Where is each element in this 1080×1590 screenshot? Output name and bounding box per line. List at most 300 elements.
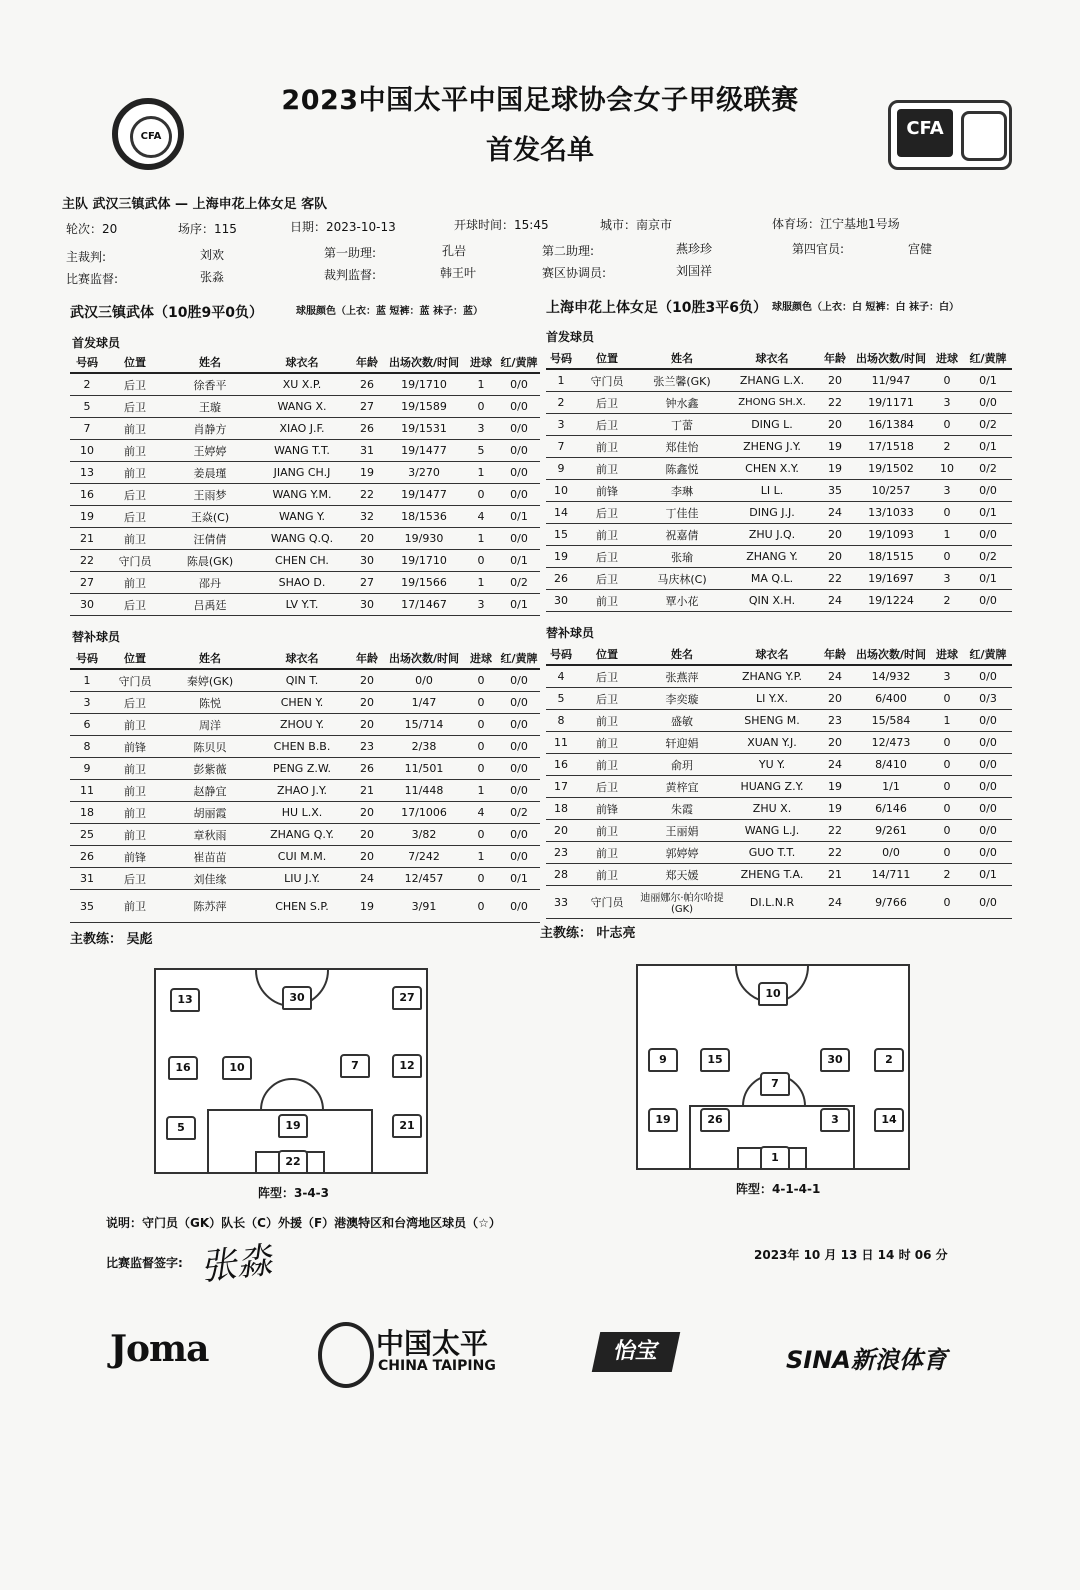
table-cell: 26 <box>546 568 576 590</box>
table-cell: 赵静宜 <box>166 780 254 802</box>
column-header: 号码 <box>546 644 576 665</box>
table-cell: 0/0 <box>498 440 540 462</box>
table-cell: 祝嘉倩 <box>638 524 726 546</box>
home-kit: 球服颜色（上衣：蓝 短裤：蓝 袜子：蓝） <box>296 306 483 317</box>
table-cell: 1/1 <box>852 776 930 798</box>
table-cell: 35 <box>70 890 104 923</box>
table-cell: DI.L.N.R <box>726 886 818 919</box>
table-cell: 19/1531 <box>384 418 464 440</box>
table-cell: 0/1 <box>964 568 1012 590</box>
table-cell: 8 <box>70 736 104 758</box>
table-cell: 19/1171 <box>852 392 930 414</box>
table-cell: 20 <box>818 369 852 392</box>
away-starters-table <box>546 348 1012 612</box>
column-header: 球衣名 <box>254 648 350 669</box>
table-cell: 陈贝贝 <box>166 736 254 758</box>
table-cell: 3 <box>546 414 576 436</box>
table-cell: 20 <box>350 846 384 868</box>
table-row <box>70 758 540 780</box>
table-cell: 0 <box>930 776 964 798</box>
table-cell: 26 <box>350 373 384 396</box>
supervisor-signature: 张淼 <box>198 1240 275 1289</box>
table-row <box>70 846 540 868</box>
table-cell: 迪丽娜尔·帕尔哈提(GK) <box>638 886 726 919</box>
table-cell: JIANG CH.J <box>254 462 350 484</box>
column-header: 出场次数/时间 <box>384 648 464 669</box>
table-cell: 彭紫薇 <box>166 758 254 780</box>
home-shirt-7: 7 <box>340 1054 370 1078</box>
table-cell: 19/1710 <box>384 373 464 396</box>
table-cell: 前卫 <box>576 842 638 864</box>
column-header: 姓名 <box>638 644 726 665</box>
table-row <box>70 440 540 462</box>
table-cell: 20 <box>350 692 384 714</box>
table-cell: 守门员 <box>104 669 166 692</box>
table-cell: 0 <box>464 736 498 758</box>
table-cell: 20 <box>546 820 576 842</box>
table-row <box>546 710 1012 732</box>
table-cell: 1 <box>930 710 964 732</box>
table-cell: 后卫 <box>104 594 166 616</box>
table-cell: 张瑜 <box>638 546 726 568</box>
table-cell: 19/1589 <box>384 396 464 418</box>
table-cell: 16 <box>70 484 104 506</box>
coordinator-label: 赛区协调员: <box>542 266 607 280</box>
table-cell: 0 <box>930 414 964 436</box>
table-cell: 1 <box>930 524 964 546</box>
table-cell: 0 <box>930 754 964 776</box>
referee: 刘欢 <box>200 248 225 262</box>
table-cell: 19/1224 <box>852 590 930 612</box>
table-cell: 9 <box>70 758 104 780</box>
table-row <box>70 572 540 594</box>
table-cell: 4 <box>546 665 576 688</box>
table-cell: 2 <box>930 590 964 612</box>
column-header: 进球 <box>464 648 498 669</box>
round: 轮次：20 <box>66 222 118 236</box>
table-cell: 18/1515 <box>852 546 930 568</box>
column-header: 球衣名 <box>726 644 818 665</box>
home-shirt-27: 27 <box>392 986 422 1010</box>
table-row <box>546 864 1012 886</box>
table-cell: ZHANG Y.P. <box>726 665 818 688</box>
sign-timestamp: 2023年 10 月 13 日 14 时 06 分 <box>754 1248 948 1262</box>
table-cell: 16 <box>546 754 576 776</box>
fourth-official-label: 第四官员: <box>792 242 845 256</box>
column-header: 出场次数/时间 <box>852 644 930 665</box>
table-cell: 0/0 <box>964 842 1012 864</box>
table-cell: 0/1 <box>498 506 540 528</box>
table-cell: 12/473 <box>852 732 930 754</box>
table-cell: 后卫 <box>576 568 638 590</box>
home-shirt-5: 5 <box>166 1116 196 1140</box>
table-cell: 0/0 <box>498 824 540 846</box>
signature-label: 比赛监督签字: <box>106 1256 183 1270</box>
table-cell: 20 <box>350 669 384 692</box>
table-row <box>546 776 1012 798</box>
sponsor-china-taiping-cn: 中国太平 <box>376 1327 489 1360</box>
table-cell: 17 <box>546 776 576 798</box>
table-cell: 0/0 <box>852 842 930 864</box>
table-cell: 0/1 <box>498 594 540 616</box>
table-cell: 10 <box>930 458 964 480</box>
table-cell: 19 <box>70 506 104 528</box>
table-cell: 0/0 <box>964 798 1012 820</box>
table-cell: 0/1 <box>964 864 1012 886</box>
table-row <box>70 373 540 396</box>
table-cell: 后卫 <box>576 546 638 568</box>
table-cell: 前卫 <box>576 524 638 546</box>
table-cell: 0/0 <box>964 820 1012 842</box>
table-cell: 20 <box>350 824 384 846</box>
table-cell: 19/1477 <box>384 440 464 462</box>
table-cell: 前卫 <box>104 462 166 484</box>
page-subtitle: 首发名单 <box>486 135 594 166</box>
table-row <box>546 369 1012 392</box>
away-shirt-3: 3 <box>820 1108 850 1132</box>
table-row <box>70 484 540 506</box>
table-cell: 守门员 <box>576 369 638 392</box>
table-cell: PENG Z.W. <box>254 758 350 780</box>
table-cell: 0/0 <box>498 462 540 484</box>
table-cell: CHEN X.Y. <box>726 458 818 480</box>
home-team-name: 武汉三镇武体（10胜9平0负） <box>70 305 263 321</box>
match-number: 场序：115 <box>178 222 237 236</box>
table-cell: 22 <box>818 842 852 864</box>
table-cell: 2 <box>930 864 964 886</box>
table-cell: 张燕萍 <box>638 665 726 688</box>
table-cell: 0 <box>464 669 498 692</box>
column-header: 位置 <box>104 648 166 669</box>
table-cell: 19/1502 <box>852 458 930 480</box>
table-cell: 0/0 <box>964 776 1012 798</box>
table-row <box>546 458 1012 480</box>
table-row <box>546 502 1012 524</box>
table-cell: 0/0 <box>498 528 540 550</box>
table-cell: 王丽娟 <box>638 820 726 842</box>
table-cell: 1 <box>464 780 498 802</box>
table-cell: 9/261 <box>852 820 930 842</box>
table-cell: 李奕璇 <box>638 688 726 710</box>
table-cell: 24 <box>818 754 852 776</box>
table-cell: 0/0 <box>964 524 1012 546</box>
table-cell: 19/1566 <box>384 572 464 594</box>
table-cell: 20 <box>818 546 852 568</box>
table-cell: DING J.J. <box>726 502 818 524</box>
column-header: 号码 <box>70 352 104 373</box>
table-cell: LI L. <box>726 480 818 502</box>
table-cell: 1 <box>464 846 498 868</box>
home-shirt-16: 16 <box>168 1056 198 1080</box>
column-header: 进球 <box>464 352 498 373</box>
table-cell: LIU J.Y. <box>254 868 350 890</box>
table-cell: 18/1536 <box>384 506 464 528</box>
table-cell: 31 <box>350 440 384 462</box>
table-cell: 张兰馨(GK) <box>638 369 726 392</box>
table-cell: QIN T. <box>254 669 350 692</box>
table-cell: 20 <box>350 802 384 824</box>
table-cell: 1 <box>464 572 498 594</box>
table-cell: 19/1477 <box>384 484 464 506</box>
away-shirt-10: 10 <box>758 982 788 1006</box>
table-cell: 3 <box>930 480 964 502</box>
table-cell: 章秋雨 <box>166 824 254 846</box>
table-cell: 0/0 <box>498 714 540 736</box>
table-cell: 0/0 <box>384 669 464 692</box>
table-cell: 0 <box>930 820 964 842</box>
table-cell: WANG Y.M. <box>254 484 350 506</box>
table-cell: 20 <box>818 524 852 546</box>
column-header: 年龄 <box>818 644 852 665</box>
table-cell: LV Y.T. <box>254 594 350 616</box>
table-cell: 19/1710 <box>384 550 464 572</box>
table-cell: 4 <box>464 506 498 528</box>
coordinator: 刘国祥 <box>676 264 713 278</box>
table-cell: 守门员 <box>104 550 166 572</box>
table-cell: 前卫 <box>576 820 638 842</box>
table-cell: 0 <box>930 688 964 710</box>
table-cell: 0 <box>464 484 498 506</box>
table-cell: 24 <box>818 886 852 919</box>
table-cell: 郑天媛 <box>638 864 726 886</box>
table-cell: ZHU X. <box>726 798 818 820</box>
table-cell: 后卫 <box>104 484 166 506</box>
column-header: 位置 <box>576 348 638 369</box>
away-shirt-14: 14 <box>874 1108 904 1132</box>
table-cell: 16/1384 <box>852 414 930 436</box>
table-cell: 汪倩倩 <box>166 528 254 550</box>
table-cell: 1 <box>464 373 498 396</box>
ar1-label: 第一助理: <box>324 246 377 260</box>
table-cell: 27 <box>350 572 384 594</box>
table-cell: 26 <box>350 418 384 440</box>
column-header: 年龄 <box>350 352 384 373</box>
referee-label: 主裁判: <box>66 250 107 264</box>
table-row <box>546 688 1012 710</box>
table-cell: 20 <box>350 528 384 550</box>
table-cell: 0/0 <box>964 754 1012 776</box>
table-cell: 0/0 <box>964 392 1012 414</box>
table-cell: 后卫 <box>104 506 166 528</box>
home-formation-pitch <box>154 968 428 1174</box>
table-row <box>70 868 540 890</box>
referee-supervisor-label: 裁判监督: <box>324 268 377 282</box>
table-cell: 0 <box>464 824 498 846</box>
table-cell: 1 <box>546 369 576 392</box>
table-cell: 前卫 <box>104 440 166 462</box>
legend-note: 说明：守门员（GK）队长（C）外援（F）港澳特区和台湾地区球员（☆） <box>106 1216 501 1230</box>
table-cell: 14 <box>546 502 576 524</box>
table-cell: 后卫 <box>576 502 638 524</box>
table-row <box>70 736 540 758</box>
table-cell: 0/2 <box>498 802 540 824</box>
table-cell: 22 <box>70 550 104 572</box>
table-cell: 17/1467 <box>384 594 464 616</box>
table-cell: ZHANG Q.Y. <box>254 824 350 846</box>
home-shirt-19: 19 <box>278 1114 308 1138</box>
table-row <box>546 524 1012 546</box>
column-header: 位置 <box>104 352 166 373</box>
table-cell: 25 <box>70 824 104 846</box>
table-row <box>546 820 1012 842</box>
table-cell: 22 <box>818 392 852 414</box>
home-shirt-30: 30 <box>282 986 312 1010</box>
away-shirt-9: 9 <box>648 1048 678 1072</box>
column-header: 姓名 <box>638 348 726 369</box>
home-subs-table <box>70 648 540 923</box>
table-cell: 丁蕾 <box>638 414 726 436</box>
away-shirt-19: 19 <box>648 1108 678 1132</box>
table-cell: 后卫 <box>104 396 166 418</box>
table-cell: 0/0 <box>498 418 540 440</box>
stadium: 体育场：江宁基地1号场 <box>772 217 900 231</box>
table-cell: 14/711 <box>852 864 930 886</box>
table-cell: 马庆林(C) <box>638 568 726 590</box>
teams-line: 主队 武汉三镇武体 — 上海申花上体女足 客队 <box>62 197 328 212</box>
table-cell: ZHANG L.X. <box>726 369 818 392</box>
table-cell: XUAN Y.J. <box>726 732 818 754</box>
table-cell: WANG Y. <box>254 506 350 528</box>
city: 城市：南京市 <box>600 218 673 232</box>
table-cell: 30 <box>70 594 104 616</box>
table-cell: 前卫 <box>104 528 166 550</box>
table-cell: 后卫 <box>104 868 166 890</box>
table-cell: 18 <box>546 798 576 820</box>
table-cell: 0 <box>930 842 964 864</box>
away-shirt-26: 26 <box>700 1108 730 1132</box>
table-cell: 后卫 <box>576 776 638 798</box>
table-row <box>70 714 540 736</box>
table-cell: 郭婷婷 <box>638 842 726 864</box>
table-cell: 0 <box>930 502 964 524</box>
table-cell: 陈晨(GK) <box>166 550 254 572</box>
table-cell: 李琳 <box>638 480 726 502</box>
table-cell: 俞玥 <box>638 754 726 776</box>
table-cell: ZHU J.Q. <box>726 524 818 546</box>
table-cell: 前卫 <box>576 590 638 612</box>
match-supervisor-label: 比赛监督: <box>66 272 119 286</box>
table-cell: 24 <box>350 868 384 890</box>
table-cell: 胡丽霞 <box>166 802 254 824</box>
table-cell: 后卫 <box>576 414 638 436</box>
sponsor-joma-logo: Joma <box>110 1328 209 1370</box>
table-cell: 15/584 <box>852 710 930 732</box>
table-cell: 21 <box>818 864 852 886</box>
home-shirt-21: 21 <box>392 1114 422 1138</box>
column-header: 球衣名 <box>726 348 818 369</box>
table-cell: 0/0 <box>964 732 1012 754</box>
away-starters-label: 首发球员 <box>546 330 595 344</box>
table-row <box>546 392 1012 414</box>
table-cell: ZHENG J.Y. <box>726 436 818 458</box>
table-cell: 15/714 <box>384 714 464 736</box>
table-cell: 前卫 <box>104 572 166 594</box>
column-header: 进球 <box>930 644 964 665</box>
table-cell: 19 <box>818 436 852 458</box>
table-cell: 肖静方 <box>166 418 254 440</box>
table-cell: 后卫 <box>576 688 638 710</box>
table-row <box>546 665 1012 688</box>
table-cell: 前卫 <box>576 436 638 458</box>
table-cell: 后卫 <box>104 692 166 714</box>
table-cell: 崔苗苗 <box>166 846 254 868</box>
table-cell: 20 <box>818 688 852 710</box>
table-cell: 前卫 <box>104 758 166 780</box>
table-cell: WANG X. <box>254 396 350 418</box>
table-cell: 22 <box>818 568 852 590</box>
table-cell: 12/457 <box>384 868 464 890</box>
away-coach: 主教练： 叶志亮 <box>540 926 636 941</box>
table-cell: 陈悦 <box>166 692 254 714</box>
china-taiping-emblem-icon <box>318 1322 374 1388</box>
table-cell: 20 <box>818 732 852 754</box>
table-cell: 28 <box>546 864 576 886</box>
cfa-seal-logo <box>112 98 184 170</box>
sponsor-cestbon-logo: 怡宝 <box>592 1332 681 1372</box>
table-cell: 1 <box>464 462 498 484</box>
column-header: 进球 <box>930 348 964 369</box>
table-cell: 0 <box>464 550 498 572</box>
table-cell: 2 <box>70 373 104 396</box>
away-shirt-1: 1 <box>760 1146 790 1170</box>
table-cell: 24 <box>818 502 852 524</box>
table-cell: 3/82 <box>384 824 464 846</box>
table-cell: LI Y.X. <box>726 688 818 710</box>
table-cell: 26 <box>350 758 384 780</box>
table-row <box>70 692 540 714</box>
away-shirt-15: 15 <box>700 1048 730 1072</box>
ar2: 燕珍珍 <box>676 242 713 256</box>
cfa-badge-icon <box>961 111 1007 161</box>
table-cell: 黄梓宜 <box>638 776 726 798</box>
sponsor-china-taiping-en: CHINA TAIPING <box>378 1358 496 1374</box>
table-cell: 23 <box>350 736 384 758</box>
table-cell: 23 <box>818 710 852 732</box>
table-cell: 2 <box>930 436 964 458</box>
table-cell: 5 <box>464 440 498 462</box>
table-cell: 0/2 <box>964 414 1012 436</box>
table-cell: DING L. <box>726 414 818 436</box>
table-cell: 前卫 <box>104 824 166 846</box>
table-cell: 5 <box>546 688 576 710</box>
table-cell: 钟水鑫 <box>638 392 726 414</box>
table-cell: 后卫 <box>576 665 638 688</box>
table-cell: 3 <box>930 392 964 414</box>
table-cell: 0/0 <box>498 484 540 506</box>
column-header: 红/黄牌 <box>964 644 1012 665</box>
table-cell: 2 <box>546 392 576 414</box>
table-row <box>70 396 540 418</box>
table-cell: ZHOU Y. <box>254 714 350 736</box>
column-header: 年龄 <box>350 648 384 669</box>
table-cell: 覃小花 <box>638 590 726 612</box>
away-shirt-7: 7 <box>760 1072 790 1096</box>
table-cell: 王焱(C) <box>166 506 254 528</box>
table-cell: YU Y. <box>726 754 818 776</box>
table-row <box>546 886 1012 919</box>
table-cell: 0 <box>930 886 964 919</box>
table-cell: CUI M.M. <box>254 846 350 868</box>
table-cell: 1/47 <box>384 692 464 714</box>
table-cell: XU X.P. <box>254 373 350 396</box>
table-cell: 周洋 <box>166 714 254 736</box>
table-cell: 0 <box>464 714 498 736</box>
table-cell: 邵丹 <box>166 572 254 594</box>
column-header: 红/黄牌 <box>964 348 1012 369</box>
table-cell: 0 <box>930 798 964 820</box>
table-cell: 0/0 <box>498 780 540 802</box>
away-kit: 球服颜色（上衣：白 短裤：白 袜子：白） <box>772 302 959 313</box>
